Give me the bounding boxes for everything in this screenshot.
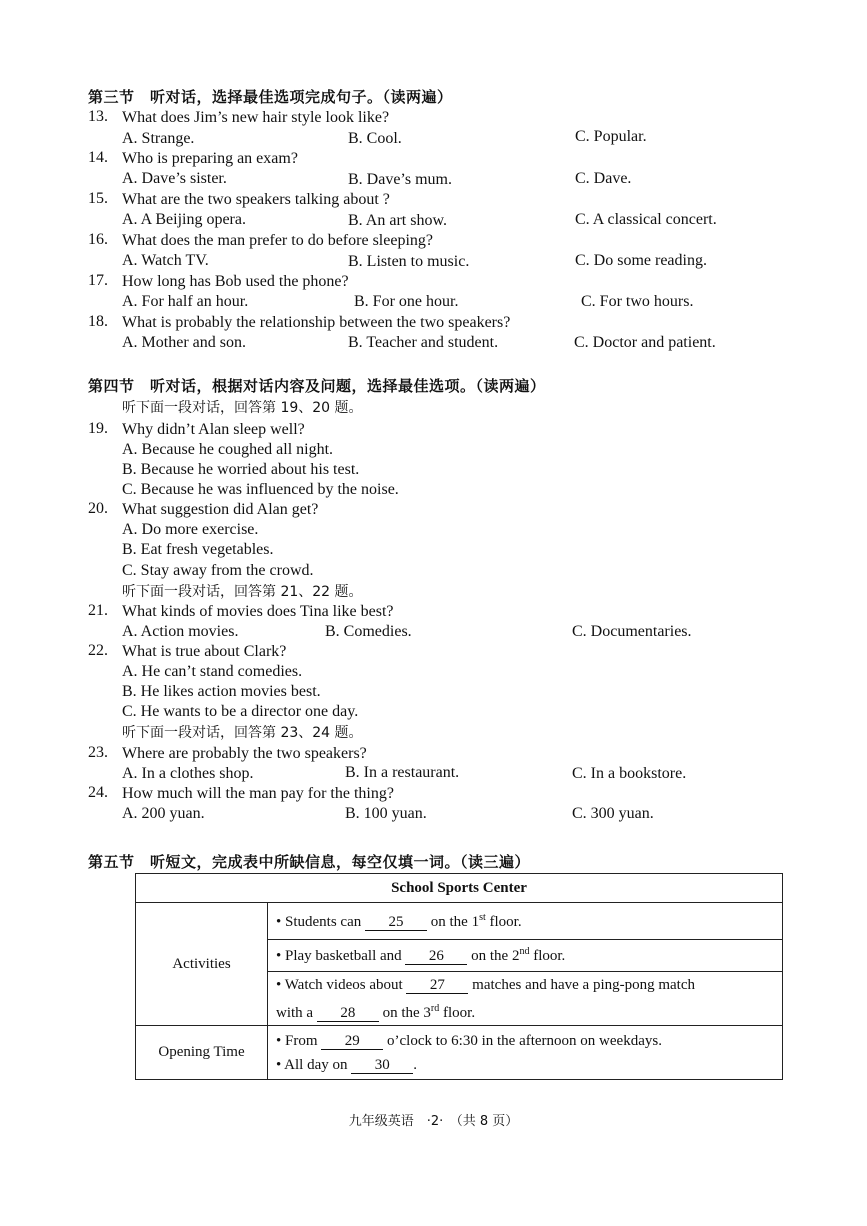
question-text: Where are probably the two speakers? (122, 745, 367, 762)
answer-blank-25[interactable]: 25 (365, 914, 427, 931)
option-a: A. For half an hour. (122, 293, 249, 310)
option-a: A. A Beijing opera. (122, 211, 246, 228)
option-b: B. In a restaurant. (345, 764, 460, 781)
table-row: • From 29 o’clock to 6:30 in the afternoon on weekdays. • All day on 30 . (268, 1026, 783, 1080)
option-c: C. A classical concert. (575, 211, 717, 228)
option-b: B. Dave’s mum. (348, 171, 452, 188)
option-a: A. Action movies. (122, 623, 239, 640)
option-a: A. He can’t stand comedies. (122, 663, 303, 680)
option-a: A. Mother and son. (122, 334, 246, 351)
table-title: School Sports Center (136, 874, 783, 903)
question-number: 16. (88, 231, 108, 248)
option-b: B. 100 yuan. (345, 805, 427, 822)
option-c: C. Do some reading. (575, 252, 707, 269)
question-text: What is probably the relationship between the two speakers? (122, 314, 511, 331)
answer-blank-27[interactable]: 27 (406, 977, 468, 994)
option-c: C. Because he was influenced by the noise. (122, 481, 399, 498)
option-b: B. Listen to music. (348, 253, 470, 270)
option-c: C. He wants to be a director one day. (122, 703, 359, 720)
section-3-title: 第三节 听对话，选择最佳选项完成句子。（读两遍） (88, 88, 453, 106)
answer-blank-28[interactable]: 28 (317, 1005, 379, 1022)
option-c: C. In a bookstore. (572, 765, 687, 782)
question-number: 18. (88, 313, 108, 330)
table-row: • Play basketball and 26 on the 2nd floor. (268, 940, 783, 972)
option-a: A. Dave’s sister. (122, 170, 227, 187)
option-b: B. Teacher and student. (348, 334, 499, 351)
option-c: C. 300 yuan. (572, 805, 654, 822)
dialogue-intro: 听下面一段对话，回答第 21、22 题。 (122, 584, 363, 600)
question-text: How much will the man pay for the thing? (122, 785, 394, 802)
question-text: What are the two speakers talking about ? (122, 191, 390, 208)
question-number: 17. (88, 272, 108, 289)
dialogue-intro: 听下面一段对话，回答第 23、24 题。 (122, 725, 363, 741)
option-c: C. For two hours. (581, 293, 694, 310)
option-b: B. Cool. (348, 130, 402, 147)
dialogue-intro: 听下面一段对话，回答第 19、20 题。 (122, 400, 363, 416)
option-a: A. Strange. (122, 130, 195, 147)
answer-blank-29[interactable]: 29 (321, 1033, 383, 1050)
page-footer: 九年级英语 ·2· （共 8 页） (348, 1114, 519, 1129)
question-number: 15. (88, 190, 108, 207)
option-c: C. Dave. (575, 170, 632, 187)
option-b: B. For one hour. (354, 293, 459, 310)
section-4-title: 第四节 听对话，根据对话内容及问题，选择最佳选项。（读两遍） (88, 377, 546, 395)
question-text: What kinds of movies does Tina like best? (122, 603, 394, 620)
question-text: How long has Bob used the phone? (122, 273, 349, 290)
question-text: What suggestion did Alan get? (122, 501, 319, 518)
option-a: A. Watch TV. (122, 252, 209, 269)
table-row: • Watch videos about 27 matches and have a ping-pong match with a 28 on the 3rd floor. (268, 972, 783, 1026)
option-a: A. Do more exercise. (122, 521, 259, 538)
question-number: 14. (88, 149, 108, 166)
activities-label: Activities (136, 903, 268, 1026)
option-c: C. Documentaries. (572, 623, 692, 640)
option-b: B. An art show. (348, 212, 447, 229)
option-b: B. Because he worried about his test. (122, 461, 360, 478)
question-text: What does Jim’s new hair style look like? (122, 109, 390, 126)
question-number: 21. (88, 602, 108, 619)
table-row: • Students can 25 on the 1st floor. (268, 903, 783, 940)
option-c: C. Doctor and patient. (574, 334, 716, 351)
section-5-title: 第五节 听短文，完成表中所缺信息，每空仅填一词。（读三遍） (88, 853, 531, 871)
question-number: 19. (88, 420, 108, 437)
sports-center-table (135, 873, 783, 1080)
answer-blank-26[interactable]: 26 (405, 948, 467, 965)
option-b: B. He likes action movies best. (122, 683, 321, 700)
option-c: C. Popular. (575, 128, 647, 145)
option-b: B. Eat fresh vegetables. (122, 541, 274, 558)
opening-time-label: Opening Time (136, 1026, 268, 1080)
question-text: Who is preparing an exam? (122, 150, 298, 167)
question-number: 22. (88, 642, 108, 659)
option-c: C. Stay away from the crowd. (122, 562, 314, 579)
question-number: 13. (88, 108, 108, 125)
option-b: B. Comedies. (325, 623, 412, 640)
question-number: 24. (88, 784, 108, 801)
question-text: What is true about Clark? (122, 643, 287, 660)
option-a: A. 200 yuan. (122, 805, 205, 822)
answer-blank-30[interactable]: 30 (351, 1057, 413, 1074)
question-number: 20. (88, 500, 108, 517)
question-text: Why didn’t Alan sleep well? (122, 421, 305, 438)
question-number: 23. (88, 744, 108, 761)
question-text: What does the man prefer to do before sleeping? (122, 232, 433, 249)
option-a: A. In a clothes shop. (122, 765, 254, 782)
option-a: A. Because he coughed all night. (122, 441, 334, 458)
